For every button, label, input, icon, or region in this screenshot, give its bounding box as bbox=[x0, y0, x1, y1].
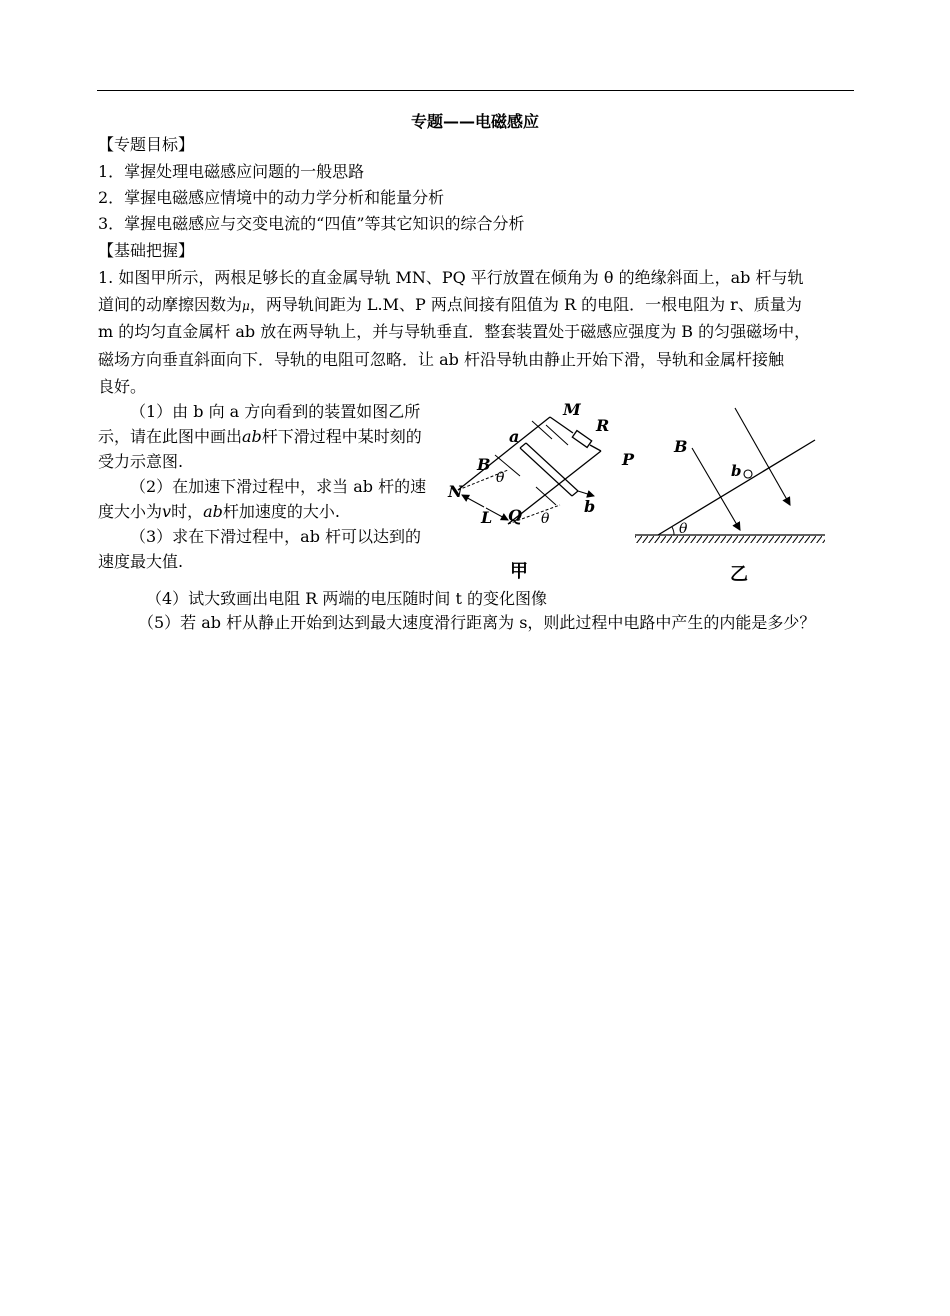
basics-header: 【基础把握】 bbox=[98, 241, 195, 260]
problem-line: m 的均匀直金属杆 ab 放在两导轨上，并与导轨垂直．整套装置处于磁感应强度为 B 的匀强磁场中， bbox=[98, 322, 811, 341]
question-column bbox=[98, 399, 433, 574]
problem-line: 1. 如图甲所示，两根足够长的直金属导轨 MN、PQ 平行放置在倾角为 θ 的绝缘斜面上，ab 杆与轨 bbox=[98, 268, 804, 287]
label-theta: θ bbox=[541, 511, 550, 527]
goal-item: 2．掌握电磁感应情境中的动力学分析和能量分析 bbox=[98, 188, 445, 207]
problem-line: 道间的动摩擦因数为μ，两导轨间距为 L.M、P 两点间接有阻值为 R 的电阻．一根电阻为 r、质量为 bbox=[98, 295, 802, 314]
header-rule bbox=[97, 90, 854, 91]
figure-jia bbox=[440, 395, 660, 585]
page-title: 专题——电磁感应 bbox=[410, 112, 539, 131]
label-theta: θ bbox=[679, 521, 688, 537]
question-2: （2）在加速下滑过程中，求当 ab 杆的速度大小为v时，ab杆加速度的大小. bbox=[98, 477, 427, 521]
label-theta: θ bbox=[496, 470, 505, 486]
caption-jia: 甲 bbox=[510, 561, 528, 582]
problem-line: 良好。 bbox=[98, 377, 147, 396]
label-b: b bbox=[584, 497, 596, 516]
goal-item: 3．掌握电磁感应与交变电流的“四值”等其它知识的综合分析 bbox=[98, 214, 525, 233]
label-Q: Q bbox=[508, 506, 522, 525]
caption-yi: 乙 bbox=[730, 564, 748, 585]
goals-header: 【专题目标】 bbox=[98, 135, 195, 154]
question-3: （3）求在下滑过程中，ab 杆可以达到的速度最大值. bbox=[98, 527, 422, 571]
question-1: （1）由 b 向 a 方向看到的装置如图乙所示，请在此图中画出ab杆下滑过程中某时刻的受力示意图. bbox=[98, 402, 422, 471]
label-P: P bbox=[622, 450, 635, 469]
label-L: L bbox=[481, 508, 493, 527]
mu-symbol: μ bbox=[242, 299, 250, 313]
label-R: R bbox=[596, 416, 610, 435]
question-4: （4）试大致画出电阻 R 两端的电压随时间 t 的变化图像 bbox=[146, 589, 548, 608]
label-N: N bbox=[448, 482, 463, 501]
label-M: M bbox=[563, 400, 581, 419]
label-B: B bbox=[674, 437, 688, 456]
figure-yi bbox=[630, 400, 830, 585]
label-b: b bbox=[731, 462, 742, 480]
goal-item: 1．掌握处理电磁感应问题的一般思路 bbox=[98, 162, 365, 181]
label-B: B bbox=[477, 455, 491, 474]
label-a: a bbox=[509, 427, 520, 446]
problem-line: 磁场方向垂直斜面向下．导轨的电阻可忽略．让 ab 杆沿导轨由静止开始下滑，导轨和金属杆接触 bbox=[98, 350, 784, 369]
question-5: （5）若 ab 杆从静止开始到达到最大速度滑行距离为 s，则此过程中电路中产生的内能是多少？ bbox=[138, 613, 816, 632]
